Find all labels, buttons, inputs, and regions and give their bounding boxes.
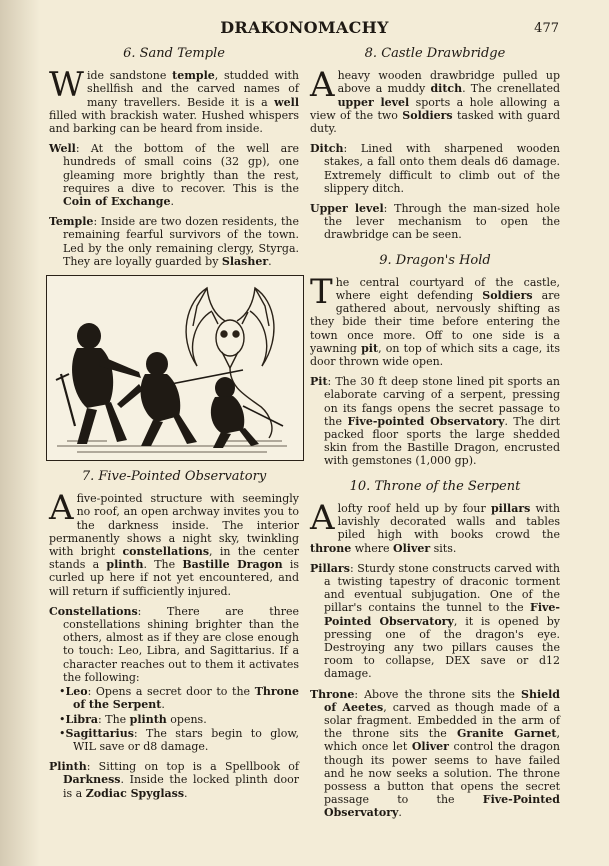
pillars-entry: Pillars: Sturdy stone constructs carved with a twisting tapestry of draconic torment and eventual subjugation. One of the pillar's contains the tunnel to the Five-Pointed Observatory, it is opened by pressing one of the dragon's eye. Destroying any two pillars causes the room to collapse, DEX save or d12 damage. <box>310 561 560 681</box>
drop-cap: A <box>310 497 335 538</box>
constellations-entry: Constellations: There are three constellations shining brighter than the others, almost as if they are close enough to touch: Leo, Libra, and Sagittarius. If a character reaches out to them it activates the following: <box>49 604 299 684</box>
knights-battling-skeletal-dragon-illustration <box>46 275 304 461</box>
section-heading-observatory: 7. Five-Pointed Observatory <box>81 469 267 485</box>
section-heading-drawbridge: 8. Castle Drawbridge <box>364 46 506 61</box>
bullet-sagittarius: •Sagittarius: The stars begin to glow, WIL save or d8 damage. <box>59 726 299 753</box>
throne-entry: Throne: Above the throne sits the Shield of Aeetes, carved as though made of a solar fragment. Embedded in the arm of the throne sits the Granite Garnet, which once let Oliver control the dragon though its power seems to have failed and he now seeks a solution. The throne possess a button that opens the secret passage to the Five-Pointed Observatory. <box>310 687 561 820</box>
drop-cap: W <box>49 65 84 106</box>
throne-intro: A lofty roof held up by four pillars with lavishly decorated walls and tables piled high with books crowd the throne where Oliver sits. <box>310 497 560 555</box>
ditch-entry: Ditch: Lined with sharpened wooden stakes, a fall onto them deals d6 damage. Extremely difficult to climb out of the slippery ditch. <box>310 142 560 195</box>
drop-cap: A <box>310 65 335 106</box>
drawbridge-intro: A heavy wooden drawbridge pulled up above a muddy ditch. The crenellated upper level sports a hole allowing a view of the two Soldiers tasked with guard duty. <box>310 65 561 136</box>
well-entry: Well: At the bottom of the well are hundreds of small coins (32 gp), one gleaming more brightly than the rest, requires a dive to recover. This is the Coin of Exchange. <box>49 142 299 209</box>
right-column <box>310 47 560 827</box>
section-heading-dragons-hold: 9. Dragon's Hold <box>379 252 491 268</box>
temple-entry: Temple: Inside are two dozen residents, the remaining fearful survivors of the town. Led by the only remaining clergy, Styrga. They are loyally guarded by Slasher. <box>49 215 299 268</box>
plinth-entry: Plinth: Sitting on top is a Spellbook of Darkness. Inside the locked plinth door is a Zodiac Spyglass. <box>49 760 299 800</box>
page-number: 477 <box>534 21 559 36</box>
sand-temple-intro: Wide sandstone temple, studded with shellfish and the carved names of many travellers. Beside it is a well filled with brackish water. Hushed whispers and barking can be heard from inside. <box>49 65 299 136</box>
section-heading-sand-temple: 6. Sand Temple <box>123 46 225 61</box>
section-heading-throne: 10. Throne of the Serpent <box>349 478 521 494</box>
upper-level-entry: Upper level: Through the man-sized hole the lever mechanism to open the drawbridge can be seen. <box>310 202 560 242</box>
bullet-libra: •Libra: The plinth opens. <box>59 712 207 726</box>
book-title: DRAKONOMACHY <box>220 18 389 37</box>
dragons-hold-intro: The central courtyard of the castle, where eight defending Soldiers are gathered about, nervously shifting as they bide their time before entering the town once more. Off to one side is a yawning pit, on top of which sits a cage, its door thrown wide open. <box>310 271 561 369</box>
left-column <box>49 47 299 807</box>
drop-cap: T <box>310 271 333 312</box>
bullet-leo: •Leo: Opens a secret door to the Throne of the Serpent. <box>59 685 299 712</box>
page-header <box>0 18 609 42</box>
drop-cap: A <box>49 488 74 529</box>
pit-entry: Pit: The 30 ft deep stone lined pit sports an elaborate carving of a serpent, pressing on its fangs opens the secret passage to the Five-pointed Observatory. The dirt packed floor sports the large shedded skin from the Bastille Dragon, encrusted with gemstones (1,000 gp). <box>310 375 560 468</box>
observatory-intro: Afive-pointed structure with seemingly no roof, an open archway invites you to the darkness inside. The interior permanently shows a night sky, twinkling with bright constellations, in the center stands a plinth. The Bastille Dragon is curled up here if not yet encountered, and will return if sufficiently injured. <box>49 488 300 598</box>
page-spine-shadow <box>0 0 40 866</box>
